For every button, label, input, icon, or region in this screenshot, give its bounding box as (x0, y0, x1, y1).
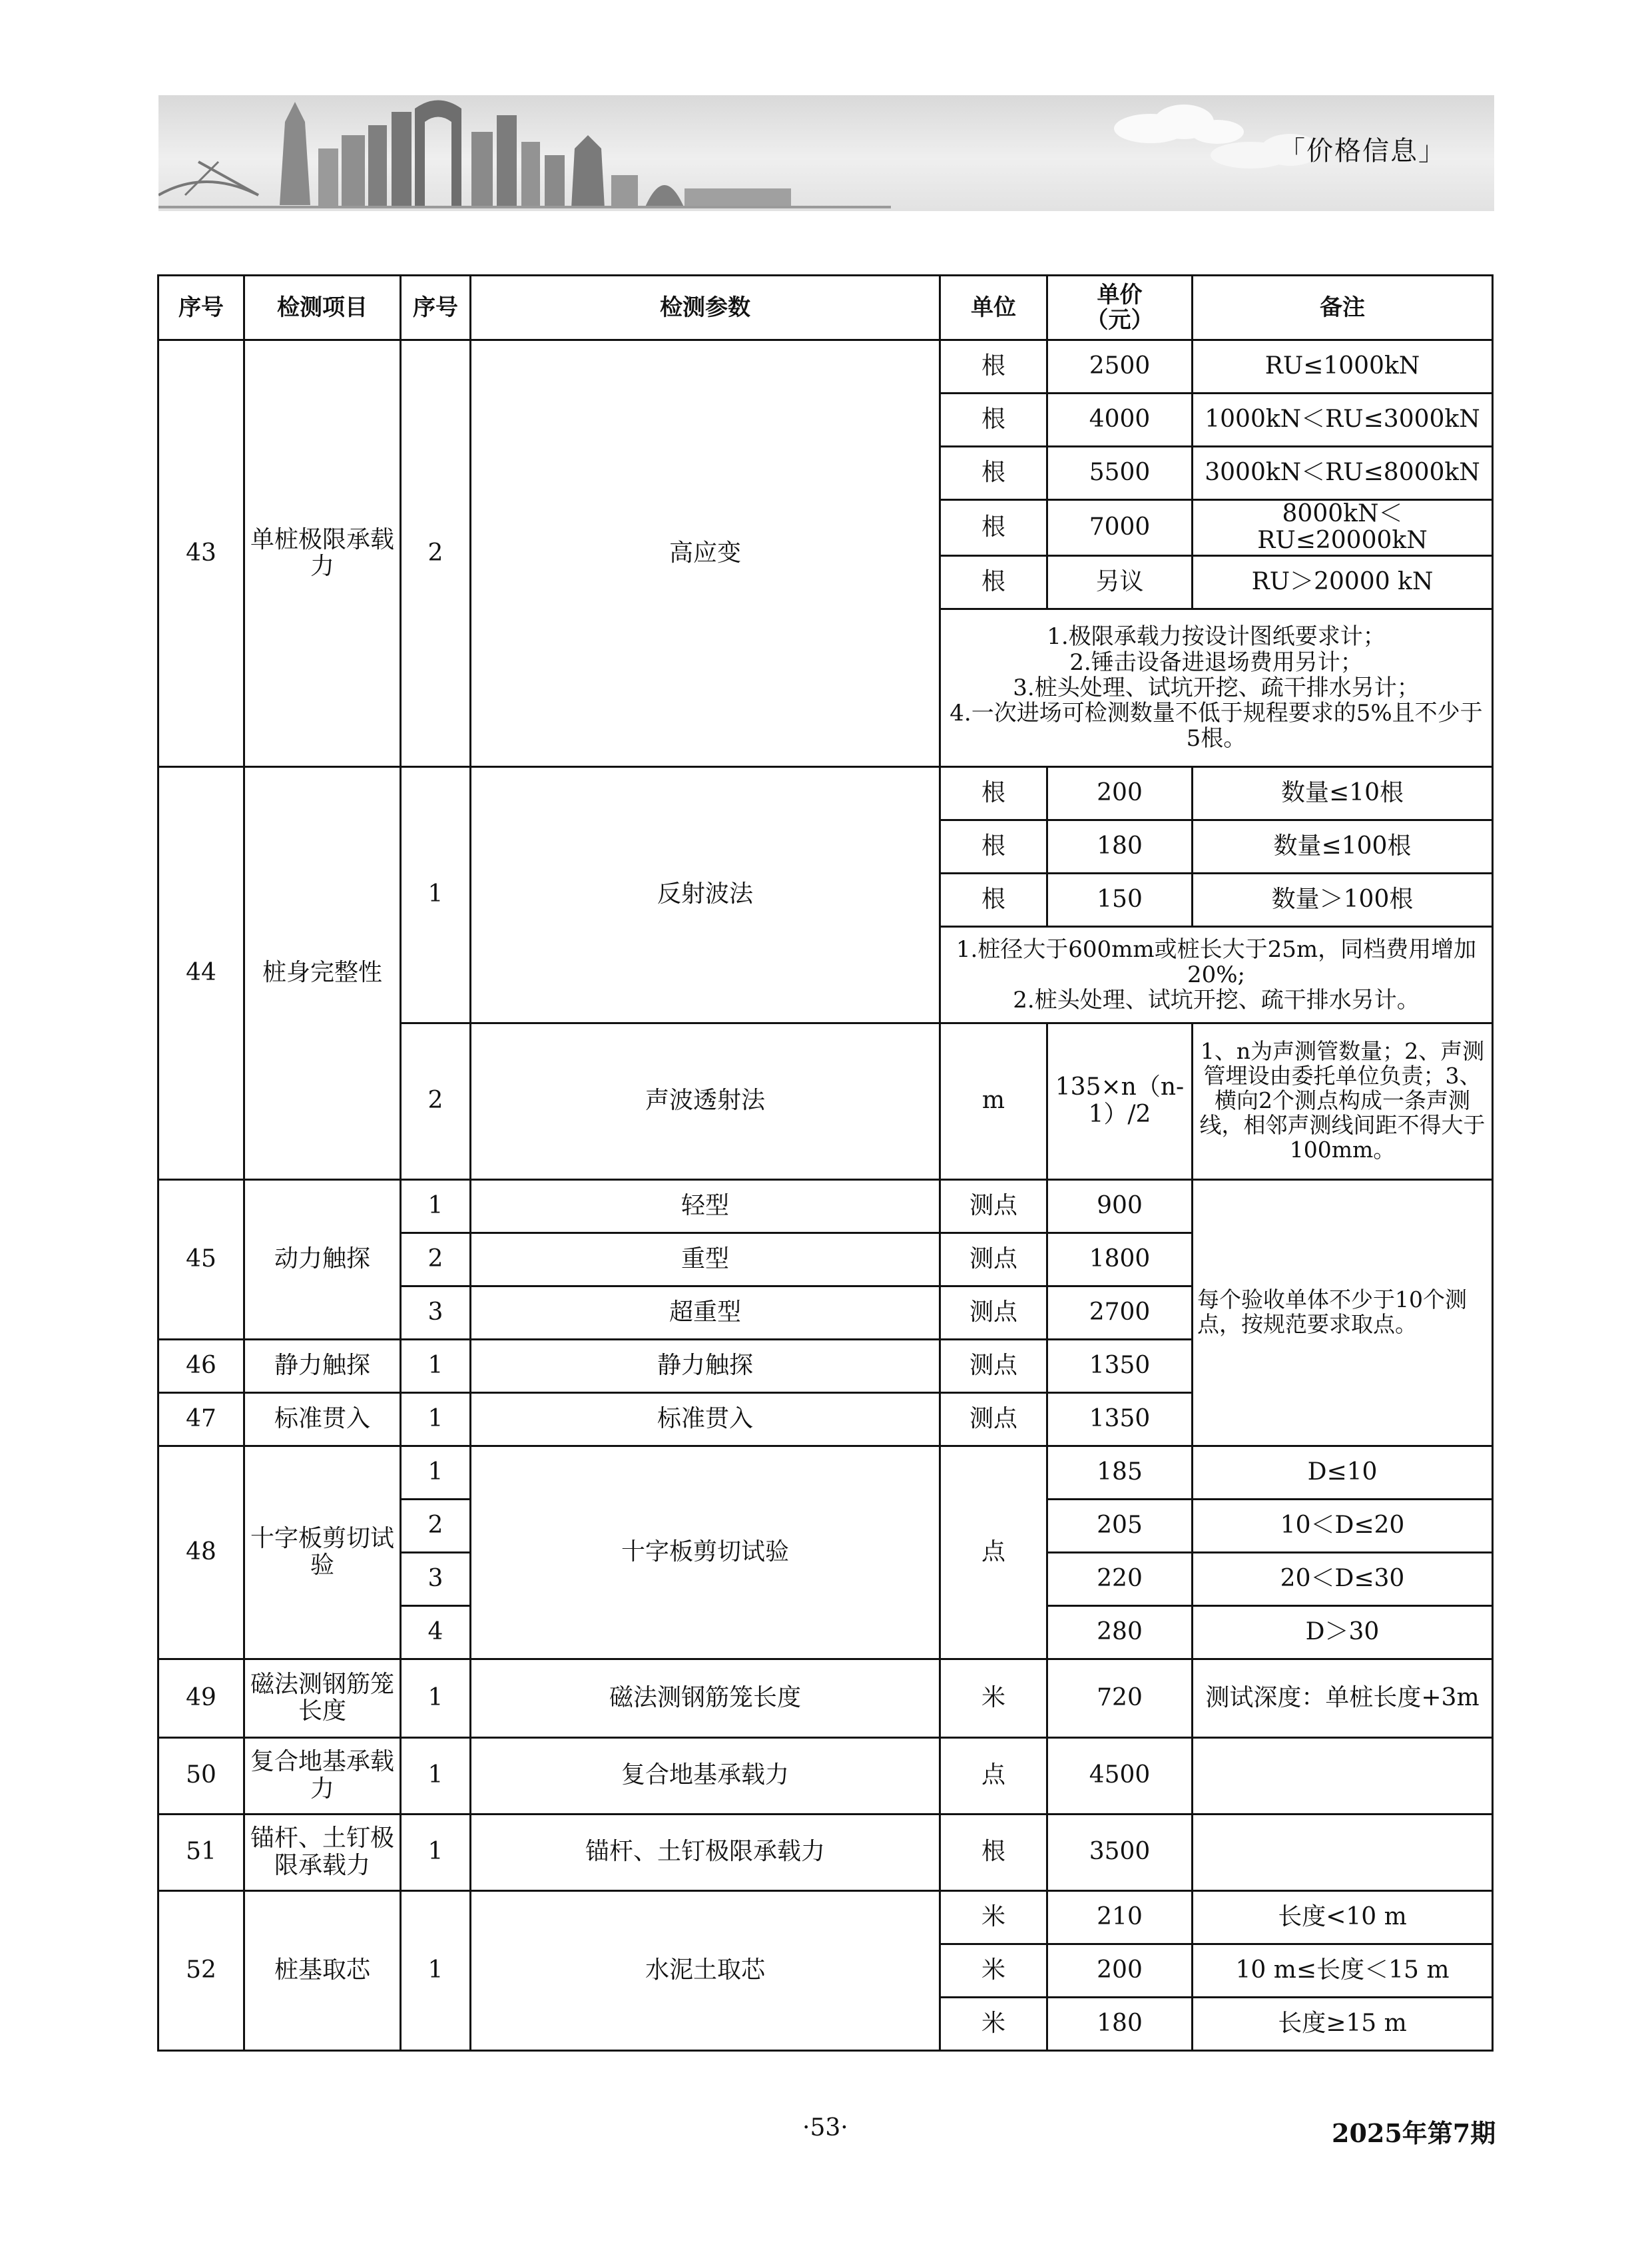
price-cell: 200 (1047, 1944, 1193, 1997)
remark-cell: RU＞20000 kN (1193, 555, 1493, 609)
param-name: 静力触探 (471, 1339, 940, 1392)
price-cell: 2700 (1047, 1286, 1193, 1339)
price-cell: 另议 (1047, 555, 1193, 609)
row-no: 43 (158, 340, 244, 767)
remark-cell: D＞30 (1193, 1605, 1493, 1659)
remark-cell: RU≤1000kN (1193, 340, 1493, 394)
sub-no: 2 (401, 340, 471, 767)
price-cell: 900 (1047, 1179, 1193, 1233)
remark-cell: 10＜D≤20 (1193, 1499, 1493, 1552)
price-table (157, 274, 1494, 2052)
remark-cell (1193, 1737, 1493, 1814)
sub-no: 1 (401, 1659, 471, 1737)
unit-cell: 根 (940, 820, 1047, 873)
item-name: 桩身完整性 (244, 766, 401, 1179)
note-line: 4.一次进场可检测数量不低于规程要求的5%且不少于5根。 (950, 699, 1483, 752)
item-name: 磁法测钢筋笼长度 (244, 1659, 401, 1737)
row-no: 50 (158, 1737, 244, 1814)
unit-cell: 根 (940, 766, 1047, 820)
unit-cell: 米 (940, 1659, 1047, 1737)
unit-cell: 测点 (940, 1392, 1047, 1446)
row-no: 48 (158, 1446, 244, 1659)
sub-no: 1 (401, 1339, 471, 1392)
table-row (158, 1179, 1493, 1233)
price-cell: 280 (1047, 1605, 1193, 1659)
sub-no: 4 (401, 1605, 471, 1659)
price-cell: 180 (1047, 820, 1193, 873)
col-header-remark: 备注 (1193, 276, 1493, 340)
remark-cell: 长度≥15 m (1193, 1997, 1493, 2050)
remark-cell: 3000kN＜RU≤8000kN (1193, 447, 1493, 500)
param-name: 锚杆、土钉极限承载力 (471, 1814, 940, 1890)
table-row (158, 340, 1493, 394)
row-no: 45 (158, 1179, 244, 1339)
col-header-param: 检测参数 (471, 276, 940, 340)
remark-cell: 1000kN＜RU≤3000kN (1193, 394, 1493, 447)
table-row (158, 1890, 1493, 1944)
col-header-item: 检测项目 (244, 276, 401, 340)
price-cell: 150 (1047, 873, 1193, 926)
header-banner (158, 95, 1494, 211)
table-row (158, 1446, 1493, 1499)
col-header-no: 序号 (158, 276, 244, 340)
param-name: 反射波法 (471, 766, 940, 1023)
remark-cell: 数量≤10根 (1193, 766, 1493, 820)
page-number: ·53· (802, 2114, 848, 2141)
note-line: 2.桩头处理、试坑开挖、疏干排水另计。 (1013, 986, 1420, 1013)
remark-cell: 20＜D≤30 (1193, 1552, 1493, 1605)
unit-cell: 根 (940, 447, 1047, 500)
price-cell: 4500 (1047, 1737, 1193, 1814)
table-row (158, 1737, 1493, 1814)
sub-no: 2 (401, 1233, 471, 1286)
unit-cell: 测点 (940, 1233, 1047, 1286)
param-name: 磁法测钢筋笼长度 (471, 1659, 940, 1737)
sub-no: 1 (401, 1179, 471, 1233)
price-cell: 185 (1047, 1446, 1193, 1499)
sub-no: 3 (401, 1286, 471, 1339)
unit-cell: 根 (940, 500, 1047, 556)
unit-cell: 根 (940, 873, 1047, 926)
price-cell: 720 (1047, 1659, 1193, 1737)
sub-no: 1 (401, 766, 471, 1023)
item-name: 单桩极限承载力 (244, 340, 401, 767)
sub-no: 1 (401, 1446, 471, 1499)
sub-no: 1 (401, 1737, 471, 1814)
item-name: 复合地基承载力 (244, 1737, 401, 1814)
remark-cell: 10 m≤长度＜15 m (1193, 1944, 1493, 1997)
price-cell: 2500 (1047, 340, 1193, 394)
price-cell: 1350 (1047, 1392, 1193, 1446)
remark-cell (1193, 1814, 1493, 1890)
price-cell: 180 (1047, 1997, 1193, 2050)
issue-label: 2025年第7期 (1332, 2118, 1496, 2148)
price-cell: 200 (1047, 766, 1193, 820)
section-title: 「价格信息」 (1278, 136, 1446, 166)
notes-cell (940, 926, 1493, 1023)
row-no: 49 (158, 1659, 244, 1737)
table-row (158, 1659, 1493, 1737)
row-no: 46 (158, 1339, 244, 1392)
row-no: 52 (158, 1890, 244, 2050)
sub-no: 1 (401, 1890, 471, 2050)
param-name: 复合地基承载力 (471, 1737, 940, 1814)
unit-cell: m (940, 1023, 1047, 1179)
param-name: 超重型 (471, 1286, 940, 1339)
remark-cell: 数量＞100根 (1193, 873, 1493, 926)
unit-cell: 根 (940, 394, 1047, 447)
unit-cell: 米 (940, 1997, 1047, 2050)
item-name: 静力触探 (244, 1339, 401, 1392)
remark-cell: 每个验收单体不少于10个测点，按规范要求取点。 (1193, 1179, 1493, 1446)
col-header-sub-no: 序号 (401, 276, 471, 340)
unit-cell: 点 (940, 1737, 1047, 1814)
note-line: 1.桩径大于600mm或桩长大于25m，同档费用增加20%; (956, 936, 1477, 988)
param-name: 十字板剪切试验 (471, 1446, 940, 1659)
unit-cell: 根 (940, 555, 1047, 609)
param-name: 重型 (471, 1233, 940, 1286)
price-cell: 1350 (1047, 1339, 1193, 1392)
remark-cell: D≤10 (1193, 1446, 1493, 1499)
notes-cell (940, 609, 1493, 766)
note-line: 1.极限承载力按设计图纸要求计； (1047, 623, 1386, 651)
col-header-price: 单价 （元） (1047, 276, 1193, 340)
price-cell: 205 (1047, 1499, 1193, 1552)
price-cell: 3500 (1047, 1814, 1193, 1890)
param-name: 轻型 (471, 1179, 940, 1233)
price-cell: 1800 (1047, 1233, 1193, 1286)
col-header-unit: 单位 (940, 276, 1047, 340)
sub-no: 1 (401, 1392, 471, 1446)
item-name: 十字板剪切试验 (244, 1446, 401, 1659)
remark-cell: 8000kN＜RU≤20000kN (1193, 500, 1493, 556)
remark-cell: 数量≤100根 (1193, 820, 1493, 873)
row-no: 47 (158, 1392, 244, 1446)
remark-cell: 1、n为声测管数量；2、声测管埋设由委托单位负责；3、横向2个测点构成一条声测线，相邻声测线间距不得大于100mm。 (1193, 1023, 1493, 1179)
unit-cell: 测点 (940, 1286, 1047, 1339)
price-cell: 7000 (1047, 500, 1193, 556)
note-line: 2.锤击设备进退场费用另计； (1069, 649, 1363, 676)
param-name: 水泥土取芯 (471, 1890, 940, 2050)
sub-no: 1 (401, 1814, 471, 1890)
item-name: 动力触探 (244, 1179, 401, 1339)
price-cell: 5500 (1047, 447, 1193, 500)
price-cell: 4000 (1047, 394, 1193, 447)
table-row (158, 766, 1493, 820)
unit-cell: 根 (940, 340, 1047, 394)
unit-cell: 米 (940, 1890, 1047, 1944)
row-no: 44 (158, 766, 244, 1179)
row-no: 51 (158, 1814, 244, 1890)
price-cell: 135×n（n-1）/2 (1047, 1023, 1193, 1179)
price-cell: 210 (1047, 1890, 1193, 1944)
unit-cell: 测点 (940, 1339, 1047, 1392)
table-row (158, 1814, 1493, 1890)
unit-cell: 根 (940, 1814, 1047, 1890)
param-name: 标准贯入 (471, 1392, 940, 1446)
remark-cell: 长度<10 m (1193, 1890, 1493, 1944)
sub-no: 2 (401, 1499, 471, 1552)
unit-cell: 米 (940, 1944, 1047, 1997)
item-name: 桩基取芯 (244, 1890, 401, 2050)
unit-cell: 测点 (940, 1179, 1047, 1233)
table-header-row (158, 276, 1493, 340)
price-cell: 220 (1047, 1552, 1193, 1605)
remark-cell: 测试深度：单桩长度+3m (1193, 1659, 1493, 1737)
note-line: 3.桩头处理、试坑开挖、疏干排水另计； (1013, 674, 1420, 701)
sub-no: 3 (401, 1552, 471, 1605)
item-name: 锚杆、土钉极限承载力 (244, 1814, 401, 1890)
param-name: 声波透射法 (471, 1023, 940, 1179)
param-name: 高应变 (471, 340, 940, 767)
sub-no: 2 (401, 1023, 471, 1179)
item-name: 标准贯入 (244, 1392, 401, 1446)
unit-cell: 点 (940, 1446, 1047, 1659)
